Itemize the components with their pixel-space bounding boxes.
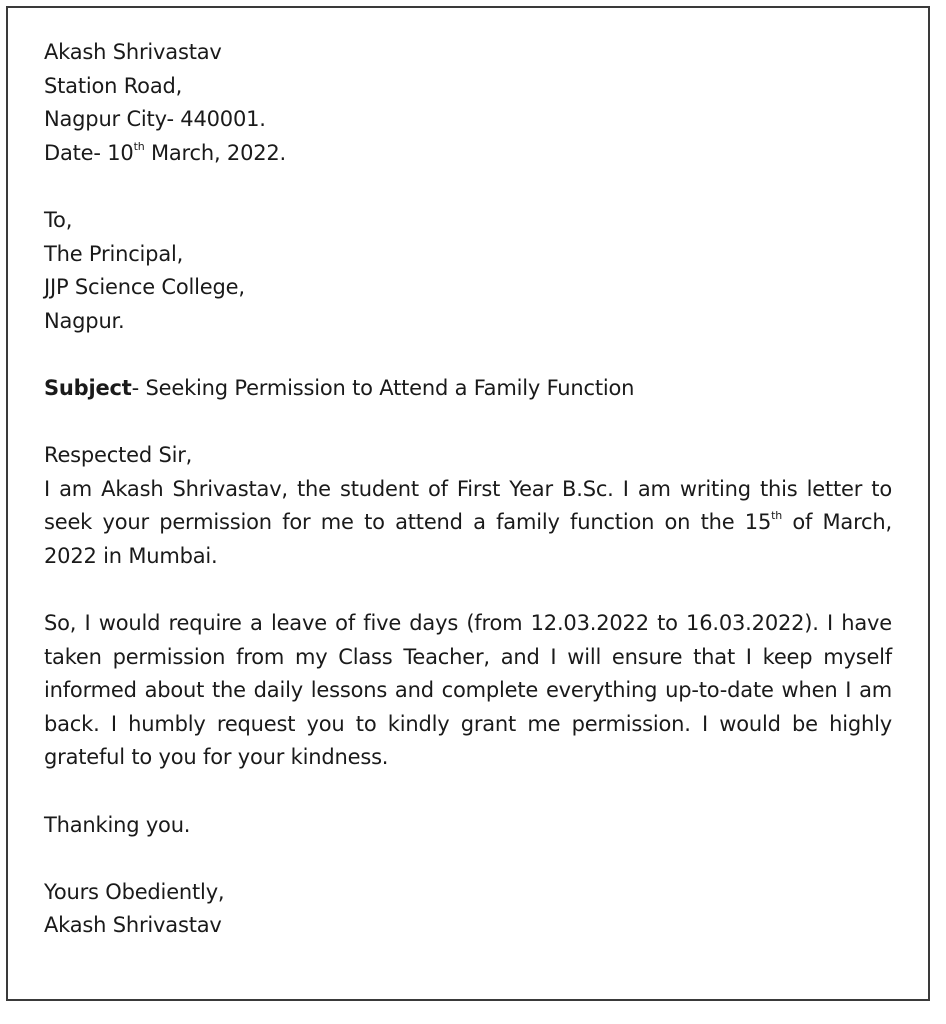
spacer <box>44 842 892 876</box>
subject-line <box>44 372 892 406</box>
body-paragraph-1 <box>44 473 892 574</box>
date-prefix: Date- 10 <box>44 140 134 165</box>
recipient-title: The Principal, <box>44 241 184 266</box>
subject-label: Subject <box>44 375 132 400</box>
sender-block <box>44 36 892 170</box>
letter-content <box>44 36 892 943</box>
sender-address-line1: Station Road, <box>44 73 183 98</box>
closing-block <box>44 876 892 943</box>
paragraph-1-text-end: of March, 2022 in Mumbai. <box>44 510 892 568</box>
date-superscript: th <box>133 139 145 153</box>
sender-address-line2: Nagpur City- 440001. <box>44 107 266 132</box>
spacer <box>44 170 892 204</box>
signature-name: Akash Shrivastav <box>44 913 222 938</box>
sender-name: Akash Shrivastav <box>44 40 222 64</box>
spacer <box>44 406 892 440</box>
thanks-line: Thanking you. <box>44 812 191 837</box>
paragraph-1-superscript: th <box>771 509 783 523</box>
recipient-city: Nagpur. <box>44 308 125 333</box>
paragraph-1-text: I am Akash Shrivastav, the student of First Year B.Sc. I am writing this letter to seek your permission for me to attend a family function on the 15 <box>44 476 892 535</box>
letter-date <box>44 137 892 171</box>
salutation: Respected Sir, <box>44 443 193 468</box>
letter-frame <box>6 6 930 1001</box>
spacer <box>44 574 892 608</box>
subject-text: - Seeking Permission to Attend a Family Function <box>131 375 635 400</box>
date-suffix: March, 2022. <box>144 140 287 165</box>
recipient-block <box>44 204 892 338</box>
spacer <box>44 338 892 372</box>
sign-off: Yours Obediently, <box>44 879 225 904</box>
body-paragraph-2: So, I would require a leave of five days (from 12.03.2022 to 16.03.2022). I have taken permission from my Class Teacher, and I will ensure that I keep myself informed about the daily lessons and complete everything up-to-date when I am back. I humbly request you to kindly grant me permission. I would be highly grateful to you for your kindness. <box>44 611 892 770</box>
spacer <box>44 775 892 809</box>
recipient-to: To, <box>44 207 73 232</box>
recipient-institution: JJP Science College, <box>44 275 245 300</box>
